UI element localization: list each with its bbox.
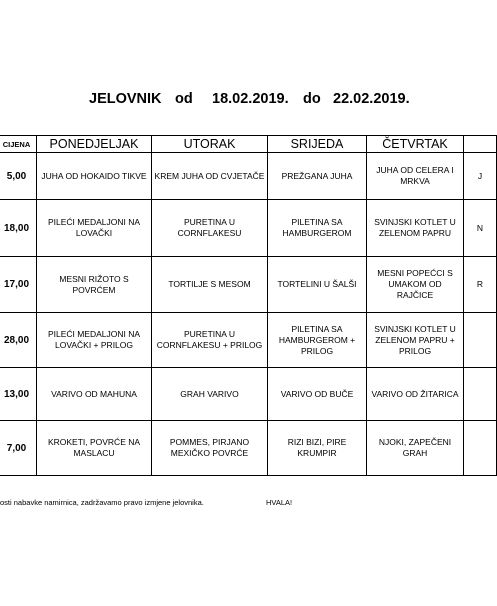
- dish-cell: VARIVO OD MAHUNA: [37, 368, 152, 421]
- day-header-thursday: ČETVRTAK: [367, 136, 464, 153]
- dish-cell: JUHA OD CELERA I MRKVA: [367, 153, 464, 200]
- table-row: [0, 368, 497, 421]
- dish-cell: [464, 313, 497, 368]
- dish-cell: SVINJSKI KOTLET U ZELENOM PAPRU + PRILOG: [367, 313, 464, 368]
- dish-cell: [464, 368, 497, 421]
- footer-thanks: HVALA!: [266, 498, 293, 507]
- dish-cell: POMMES, PIRJANO MEXIČKO POVRĆE: [152, 421, 268, 476]
- price-cell: 7,00: [0, 421, 37, 476]
- dish-cell: [464, 421, 497, 476]
- table-row: [0, 200, 497, 257]
- dish-cell: MESNI POPEĆCI S UMAKOM OD RAJČICE: [367, 257, 464, 313]
- price-cell: 13,00: [0, 368, 37, 421]
- dish-cell: N: [464, 200, 497, 257]
- table-row: [0, 257, 497, 313]
- table-row: [0, 313, 497, 368]
- dish-cell: PILETINA SA HAMBURGEROM: [268, 200, 367, 257]
- price-header: CIJENA: [0, 136, 37, 153]
- dish-cell: RIZI BIZI, PIRE KRUMPIR: [268, 421, 367, 476]
- dish-cell: PILEĆI MEDALJONI NA LOVAČKI + PRILOG: [37, 313, 152, 368]
- price-cell: 5,00: [0, 153, 37, 200]
- menu-title: [0, 91, 474, 111]
- dish-cell: VARIVO OD BUČE: [268, 368, 367, 421]
- day-header-wednesday: SRIJEDA: [268, 136, 367, 153]
- title-text: JELOVNIK: [89, 91, 162, 107]
- table-row: [0, 153, 497, 200]
- dish-cell: GRAH VARIVO: [152, 368, 268, 421]
- dish-cell: PURETINA U CORNFLAKESU + PRILOG: [152, 313, 268, 368]
- price-cell: 18,00: [0, 200, 37, 257]
- dish-cell: KREM JUHA OD CVJETAČE: [152, 153, 268, 200]
- dish-cell: TORTILJE S MESOM: [152, 257, 268, 313]
- dish-cell: KROKETI, POVRĆE NA MASLACU: [37, 421, 152, 476]
- price-cell: 28,00: [0, 313, 37, 368]
- title-to-word: do: [303, 91, 321, 107]
- dish-cell: VARIVO OD ŽITARICA: [367, 368, 464, 421]
- footer: [0, 498, 474, 510]
- title-from-word: od: [175, 91, 193, 107]
- dish-cell: PURETINA U CORNFLAKESU: [152, 200, 268, 257]
- day-header-tuesday: UTORAK: [152, 136, 268, 153]
- dish-cell: TORTELINI U ŠALŠI: [268, 257, 367, 313]
- dish-cell: R: [464, 257, 497, 313]
- dish-cell: JUHA OD HOKAIDO TIKVE: [37, 153, 152, 200]
- dish-cell: NJOKI, ZAPEČENI GRAH: [367, 421, 464, 476]
- price-cell: 17,00: [0, 257, 37, 313]
- dish-cell: PILETINA SA HAMBURGEROM + PRILOG: [268, 313, 367, 368]
- table-row: [0, 421, 497, 476]
- dish-cell: PREŽGANA JUHA: [268, 153, 367, 200]
- dish-cell: PILEĆI MEDALJONI NA LOVAČKI: [37, 200, 152, 257]
- footer-note: osti nabavke namirnica, zadržavamo pravo izmjene jelovnika.: [0, 498, 204, 507]
- dish-cell: MESNI RIŽOTO S POVRĆEM: [37, 257, 152, 313]
- menu-table: [0, 135, 497, 476]
- dish-cell: SVINJSKI KOTLET U ZELENOM PAPRU: [367, 200, 464, 257]
- title-date-to: 22.02.2019.: [333, 91, 410, 107]
- title-date-from: 18.02.2019.: [212, 91, 289, 107]
- dish-cell: J: [464, 153, 497, 200]
- day-header-monday: PONEDJELJAK: [37, 136, 152, 153]
- header-row: [0, 136, 497, 153]
- day-header-friday: [464, 136, 497, 153]
